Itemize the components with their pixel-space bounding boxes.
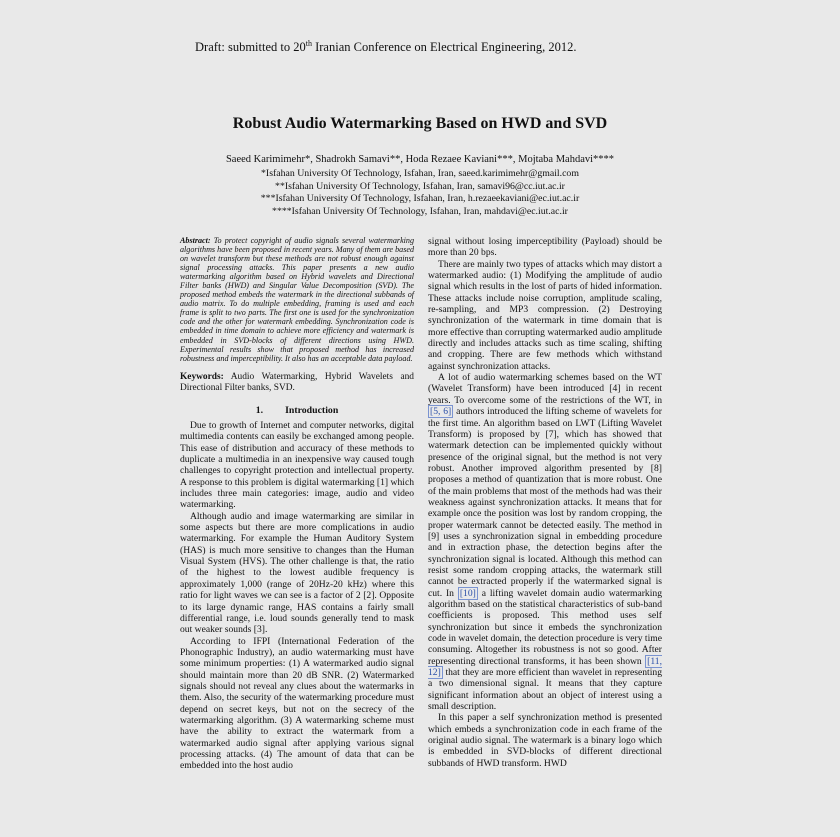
right-column — [428, 236, 662, 769]
citation-link-5-6[interactable]: [5, 6] — [430, 406, 452, 418]
citation-link-10[interactable]: [10] — [459, 587, 476, 599]
affiliation-2: **Isfahan University Of Technology, Isfahan, Iran, samavi96@cc.iut.ac.ir — [275, 180, 565, 192]
affiliation-4: ****Isfahan University Of Technology, Isfahan, Iran, mahdavi@ec.iut.ac.ir — [272, 205, 568, 217]
abstract — [180, 236, 414, 363]
keywords-text: Audio Watermarking, Hybrid Wavelets and Directional Filter banks, SVD. — [180, 371, 414, 394]
right-paragraph-0: signal without losing imperceptibility (Payload) should be more than 20 bps. — [428, 236, 662, 259]
citation-link-11-12[interactable]: [11, 12] — [428, 655, 662, 679]
keywords-label: Keywords: — [180, 371, 224, 382]
draft-suffix: Iranian Conference on Electrical Engineering, 2012. — [311, 40, 577, 54]
right-paragraph-2d: that they are more efficient than wavelet in representing a two dimensional signal. It means that they capture significant information about an object of interest using a small description. — [428, 667, 662, 713]
intro-paragraph-1: Due to growth of Internet and computer networks, digital multimedia contents can easily be exchanged among people. This ease of distribution and accuracy of these methods to duplicate a multimedia in an inexpensive way caused tough challenges to copyright protection and intellectual property. A response to this problem is digital watermarking [1] which includes three main categories: image, audio and video watermarking. — [180, 420, 414, 511]
section-title: Introduction — [285, 404, 339, 416]
affiliation-1: *Isfahan University Of Technology, Isfahan, Iran, saeed.karimimehr@gmail.com — [261, 168, 579, 179]
intro-paragraph-3: According to IFPI (International Federation of the Phonographic Industry), an audio watermarking must have some minimum properties: (1) A watermarked audio signal should maintain more than 20 dB SNR. (2) Watermarked signals should not reveal any clues about the watermarks in them. Also, the security of the watermarking procedure must depend on secret keys, but not on the secrecy of the watermarking algorithm. (3) A watermarking scheme must have the ability to extract the watermark from a watermarked audio signal after applying various signal processing attacks. (4) The amount of data that can be embedded into the host audio — [180, 635, 414, 772]
right-paragraph-2a: A lot of audio watermarking schemes based on the WT (Wavelet Transform) have been introduced [4] in recent years. To overcome some of the restrictions of the WT, in — [428, 372, 662, 406]
section-heading — [180, 405, 414, 416]
paper-title: Robust Audio Watermarking Based on HWD and SVD — [232, 115, 608, 132]
right-paragraph-3: In this paper a self synchronization method is presented which embeds a synchronization code in each frame of the original audio signal. The watermark is a binary logo which is embedded in SVD-blocks of different directional subbands of HWD transform. HWD — [428, 712, 662, 769]
right-paragraph-2c: a lifting wavelet domain audio watermarking algorithm based on the statistical characteristics of sub-band coefficients is proposed. This method uses self synchronization but since it embeds the synchronization code in wavelet domain, the detection procedure is very time consuming. Altogether its robustness is not so good. After representing directional transforms, it has been shown — [428, 587, 662, 667]
draft-prefix: Draft: submitted to 20 — [195, 40, 306, 54]
affiliation-3: ***Isfahan University Of Technology, Isfahan, Iran, h.rezaeekaviani@ec.iut.ac.ir — [260, 193, 580, 204]
intro-paragraph-2: Although audio and image watermarking are similar in some aspects but there are more complications in audio watermarking. For example the Human Auditory System (HAS) is much more sensitive to changes than the Human Visual System (HVS). The other challenge is that, the ratio of the highest to the lowest audible frequency is approximately 1,000 (range of 20Hz-20 kHz) where this ratio for light waves we can see is a factor of 2 [2]. Opposite to its large dynamic range, HAS contains a fairly small differential range, i.e. loud sounds generally tend to mask out weaker sounds [3]. — [180, 510, 414, 636]
abstract-text: To protect copyright of audio signals several watermarking algorithms have been proposed in recent years. Many of them are based on wavelet transform but these methods are not robust enough against signal processing attacks. This paper presents a new audio watermarking algorithm based on Hybrid wavelets and Directional Filter banks (HWD) and Singular Value Decomposition (SVD). The proposed method embeds the watermark in the directional subbands of audio matrix. To do multiple embedding, framing is used and each frame is split to two parts. The first one is used for the synchronization code and the other for watermark embedding. Synchronization code is embedded in time domain to achieve more efficiency and watermark is embedded in SVD-blocks of different directions using HWD. Experimental results show that proposed method has increased robustness and imperceptibility. It also has an acceptable data payload. — [180, 236, 414, 363]
paper-authors: Saeed Karimimehr*, Shadrokh Samavi**, Hoda Rezaee Kaviani***, Mojtaba Mahdavi**** — [225, 154, 615, 165]
section-number: 1. — [255, 404, 264, 416]
draft-superscript: th — [305, 38, 312, 48]
right-paragraph-2b: authors introduced the lifting scheme of wavelets for the first time. An algorithm based on LWT (Lifting Wavelet Transform) is proposed by [7], which has showed that watermark detection can be implemented quickly without presence of the original signal, but the method is not very robust. Another improved algorithm presented by [8] proposes a method of quantization that is more robust. One of the main problems that most of the methods had was their weakness against synchronization attacks. It means that for example once the position was lost by random cropping, the proper watermark cannot be detected easily. The method in [9] uses a synchronization signal in embedding procedure and in extraction phase, the detection begins after the synchronization signal is located. Although this method can resist some random cropping attacks, the watermark still cannot be extracted properly if the watermarked signal is cut. In — [428, 406, 662, 599]
abstract-label: Abstract: — [180, 236, 211, 245]
left-column — [180, 236, 414, 772]
right-paragraph-2 — [428, 372, 662, 712]
right-paragraph-1: There are mainly two types of attacks which may distort a watermarked audio: (1) Modifying the amplitude of audio signal which results in the lost of parts of hided information. These attacks include noise corruption, amplitude scaling, re-sampling, and MP3 compression. (2) Destroying synchronization of the watermark in time domain that is more effective than corrupting watermarked audio amplitude directly and includes attacks such as time scaling, shifting and cropping. There are few methods which withstand against synchronization attacks. — [428, 258, 662, 372]
draft-header — [195, 40, 576, 55]
keywords — [180, 372, 414, 395]
